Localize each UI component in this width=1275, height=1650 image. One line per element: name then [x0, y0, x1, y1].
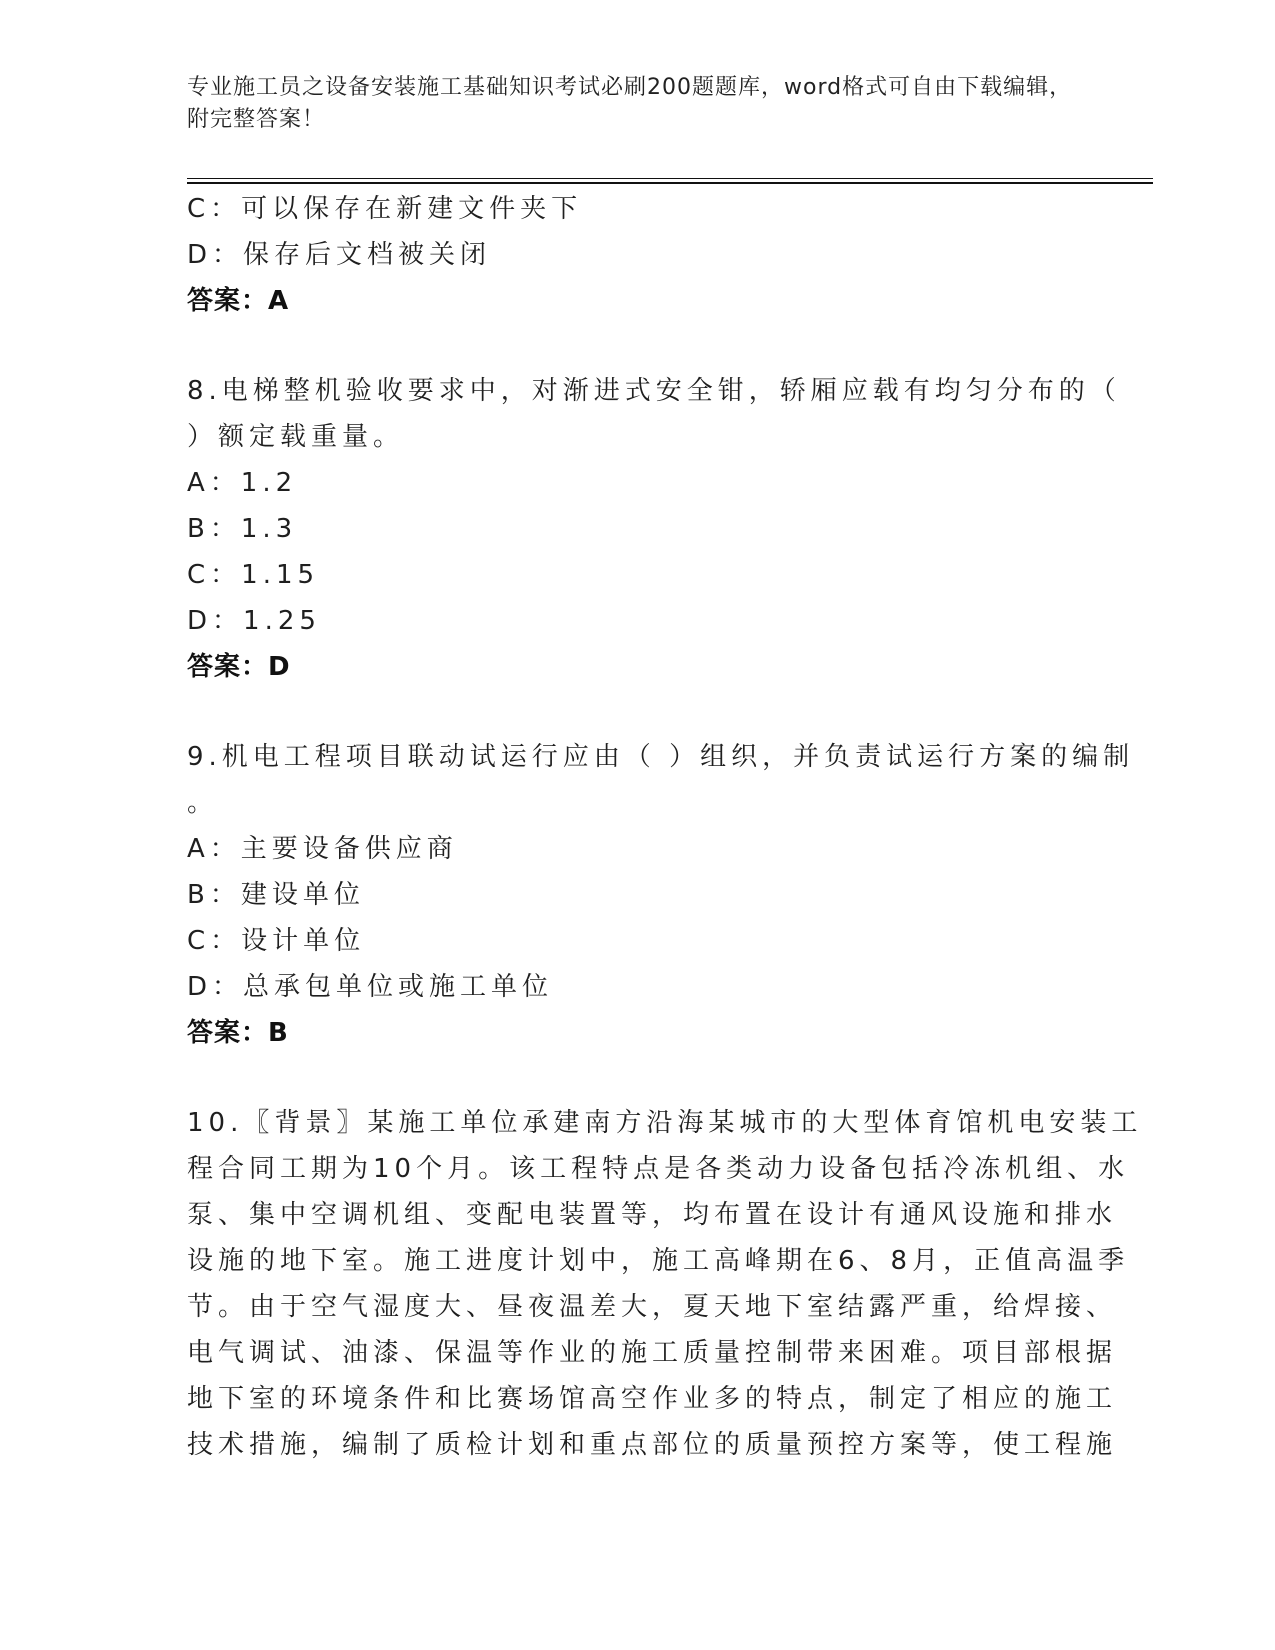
q8-option-d: D：1.25 — [187, 606, 321, 636]
q10-line: 电气调试、油漆、保温等作业的施工质量控制带来困难。项目部根据 — [187, 1338, 1118, 1368]
q8-option-c: C：1.15 — [187, 560, 320, 590]
q9-option-d: D：总承包单位或施工单位 — [187, 972, 554, 1002]
spacer — [187, 1056, 1087, 1100]
header-divider-thin — [187, 178, 1153, 179]
q10-line: 技术措施，编制了质检计划和重点部位的质量预控方案等，使工程施 — [187, 1430, 1118, 1460]
question-content — [187, 186, 1143, 1468]
q10-line: 程合同工期为10个月。该工程特点是各类动力设备包括冷冻机组、水 — [187, 1154, 1130, 1184]
q8-stem-line-1: 8.电梯整机验收要求中，对渐进式安全钳，轿厢应载有均匀分布的（ — [187, 376, 1121, 406]
q9-option-c: C：设计单位 — [187, 926, 366, 956]
q7-option-c: C：可以保存在新建文件夹下 — [187, 194, 583, 224]
q10-line: 10.〖背景〗某施工单位承建南方沿海某城市的大型体育馆机电安装工 — [187, 1108, 1143, 1138]
q7-answer: 答案：A — [187, 286, 290, 316]
q10-line: 节。由于空气湿度大、昼夜温差大，夏天地下室结露严重，给焊接、 — [187, 1292, 1118, 1322]
q9-stem-line-2: 。 — [187, 788, 219, 818]
document-header: 专业施工员之设备安装施工基础知识考试必刷200题题库，word格式可自由下载编辑，附完整答案！ — [187, 75, 1073, 132]
q10-line: 泵、集中空调机组、变配电装置等，均布置在设计有通风设施和排水 — [187, 1200, 1118, 1230]
header-divider-thick — [187, 182, 1153, 184]
q8-option-b: B：1.3 — [187, 514, 298, 544]
spacer — [187, 690, 1087, 734]
q9-option-b: B：建设单位 — [187, 880, 365, 910]
spacer — [187, 324, 1087, 368]
q9-stem-line-1: 9.机电工程项目联动试运行应由（ ）组织，并负责试运行方案的编制 — [187, 742, 1135, 772]
q7-option-d: D：保存后文档被关闭 — [187, 240, 492, 270]
q9-option-a: A：主要设备供应商 — [187, 834, 458, 864]
q8-answer: 答案：D — [187, 652, 291, 682]
q8-stem-line-2: ）额定载重量。 — [187, 422, 405, 452]
q10-line: 设施的地下室。施工进度计划中，施工高峰期在6、8月，正值高温季 — [187, 1246, 1130, 1276]
q9-answer: 答案：B — [187, 1018, 289, 1048]
q8-option-a: A：1.2 — [187, 468, 298, 498]
q10-line: 地下室的环境条件和比赛场馆高空作业多的特点，制定了相应的施工 — [187, 1384, 1118, 1414]
